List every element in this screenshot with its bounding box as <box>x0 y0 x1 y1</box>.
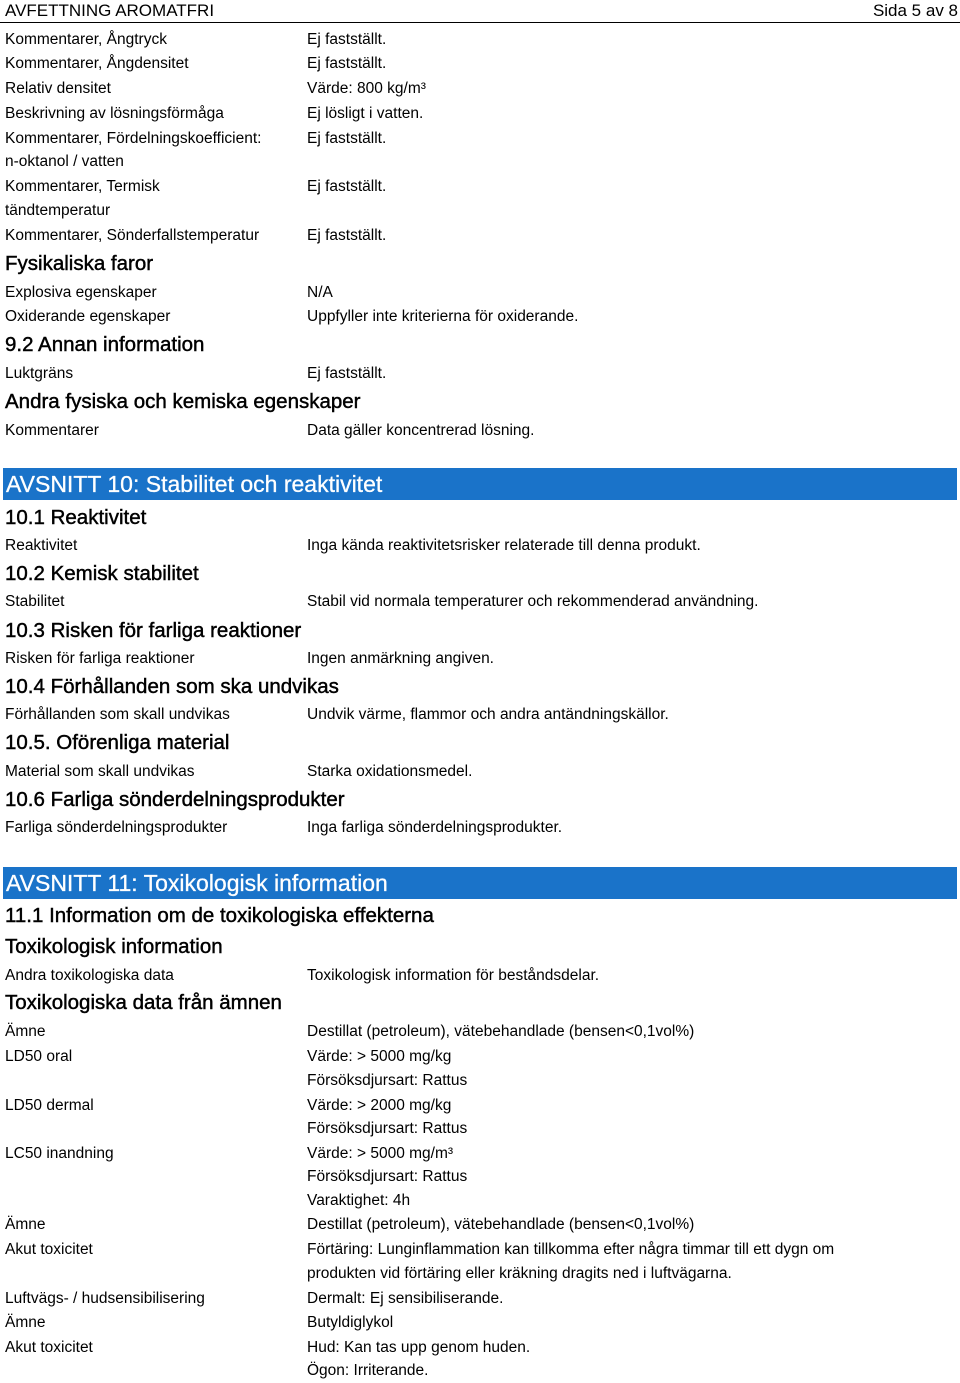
property-label: Beskrivning av lösningsförmåga <box>5 105 224 122</box>
section-heading: 9.2 Annan information <box>5 333 205 356</box>
section-banner-title: AVSNITT 10: Stabilitet och reaktivitet <box>6 471 383 497</box>
page-number: Sida 5 av 8 <box>872 1 958 20</box>
property-value-continued: produkten vid förtäring eller kräkning dragits ned i luftvägarna. <box>307 1265 732 1282</box>
property-value: Ej fastställt. <box>307 130 387 147</box>
subsection-heading: 10.1 Reaktivitet <box>5 506 147 529</box>
property-value: Ej fastställt. <box>307 55 387 72</box>
property-label: Akut toxicitet <box>5 1339 93 1356</box>
property-label: Kommentarer, Sönderfallstemperatur <box>5 227 260 244</box>
property-label: Ämne <box>5 1023 46 1040</box>
property-value-continued: Försöksdjursart: Rattus <box>307 1168 468 1185</box>
property-value: Stabil vid normala temperaturer och rekommenderad användning. <box>307 593 759 610</box>
property-value: Värde: > 5000 mg/m³ <box>307 1145 454 1162</box>
property-label: Farliga sönderdelningsprodukter <box>5 819 228 836</box>
property-value-continued: Försöksdjursart: Rattus <box>307 1072 468 1089</box>
property-value: Förtäring: Lunginflammation kan tillkomma efter några timmar till ett dygn om <box>307 1241 835 1258</box>
property-value: Värde: > 2000 mg/kg <box>307 1097 452 1114</box>
property-value: Butyldiglykol <box>307 1314 394 1331</box>
property-value: Hud: Kan tas upp genom huden. <box>307 1339 531 1356</box>
section-banner-title: AVSNITT 11: Toxikologisk information <box>6 870 388 896</box>
section-heading: Toxikologiska data från ämnen <box>5 991 282 1014</box>
subsection-heading: 10.3 Risken för farliga reaktioner <box>5 619 302 642</box>
subsection-heading: 11.1 Information om de toxikologiska effekterna <box>5 904 434 927</box>
property-label: Kommentarer, Fördelningskoefficient: <box>5 130 262 147</box>
section-banner <box>3 468 957 500</box>
property-label: Akut toxicitet <box>5 1241 93 1258</box>
property-label: Oxiderande egenskaper <box>5 308 171 325</box>
property-value: Data gäller koncentrerad lösning. <box>307 422 535 439</box>
property-label: Ämne <box>5 1216 46 1233</box>
property-label: Reaktivitet <box>5 537 78 554</box>
property-label: Andra toxikologiska data <box>5 967 174 984</box>
property-label-continued: n-oktanol / vatten <box>5 153 124 170</box>
property-label: Explosiva egenskaper <box>5 284 157 301</box>
property-label: Risken för farliga reaktioner <box>5 650 195 667</box>
property-label: LD50 dermal <box>5 1097 94 1114</box>
property-value-continued: Försöksdjursart: Rattus <box>307 1120 468 1137</box>
property-label: Relativ densitet <box>5 80 111 97</box>
property-value: Ej fastställt. <box>307 365 387 382</box>
subsection-heading: 10.2 Kemisk stabilitet <box>5 562 199 585</box>
property-value: Destillat (petroleum), vätebehandlade (bensen<0,1vol%) <box>307 1023 695 1040</box>
property-label: Kommentarer, Ångtryck <box>5 31 167 48</box>
property-label: Kommentarer <box>5 422 99 439</box>
property-value: N/A <box>307 284 333 301</box>
property-value: Värde: 800 kg/m³ <box>307 80 426 97</box>
section-heading: Andra fysiska och kemiska egenskaper <box>5 390 361 413</box>
section-heading: Toxikologisk information <box>5 935 223 958</box>
subsection-heading: 10.4 Förhållanden som ska undvikas <box>5 675 339 698</box>
subsection-heading: 10.6 Farliga sönderdelningsprodukter <box>5 788 345 811</box>
property-label: Luktgräns <box>5 365 74 382</box>
property-value: Ej lösligt i vatten. <box>307 105 424 122</box>
property-label: LC50 inandning <box>5 1145 114 1162</box>
property-label: Kommentarer, Termisk <box>5 178 160 195</box>
property-label: LD50 oral <box>5 1048 73 1065</box>
property-label: Stabilitet <box>5 593 65 610</box>
property-label-continued: tändtemperatur <box>5 202 111 219</box>
property-value: Destillat (petroleum), vätebehandlade (bensen<0,1vol%) <box>307 1216 695 1233</box>
section-banner <box>3 867 957 899</box>
property-value: Inga farliga sönderdelningsprodukter. <box>307 819 563 836</box>
property-label: Kommentarer, Ångdensitet <box>5 55 189 72</box>
property-value: Ej fastställt. <box>307 31 387 48</box>
property-value-continued: Ögon: Irriterande. <box>307 1362 429 1379</box>
property-label: Förhållanden som skall undvikas <box>5 706 230 723</box>
property-value: Ej fastställt. <box>307 178 387 195</box>
property-value: Värde: > 5000 mg/kg <box>307 1048 452 1065</box>
document-title: AVFETTNING AROMATFRI <box>5 1 215 20</box>
property-label: Material som skall undvikas <box>5 763 195 780</box>
property-value: Uppfyller inte kriterierna för oxiderande. <box>307 308 579 325</box>
property-label: Luftvägs- / hudsensibilisering <box>5 1290 205 1307</box>
property-label: Ämne <box>5 1314 46 1331</box>
property-value: Inga kända reaktivitetsrisker relaterade till denna produkt. <box>307 537 701 554</box>
section-heading: Fysikaliska faror <box>5 252 154 275</box>
subsection-heading: 10.5. Oförenliga material <box>5 731 230 754</box>
page-header <box>0 0 960 23</box>
property-value: Ingen anmärkning angiven. <box>307 650 494 667</box>
property-value: Toxikologisk information för beståndsdelar. <box>307 967 600 984</box>
property-value: Undvik värme, flammor och andra antändningskällor. <box>307 706 669 723</box>
property-value: Ej fastställt. <box>307 227 387 244</box>
property-value-continued: Varaktighet: 4h <box>307 1192 411 1209</box>
property-value: Starka oxidationsmedel. <box>307 763 473 780</box>
property-value: Dermalt: Ej sensibiliserande. <box>307 1290 504 1307</box>
